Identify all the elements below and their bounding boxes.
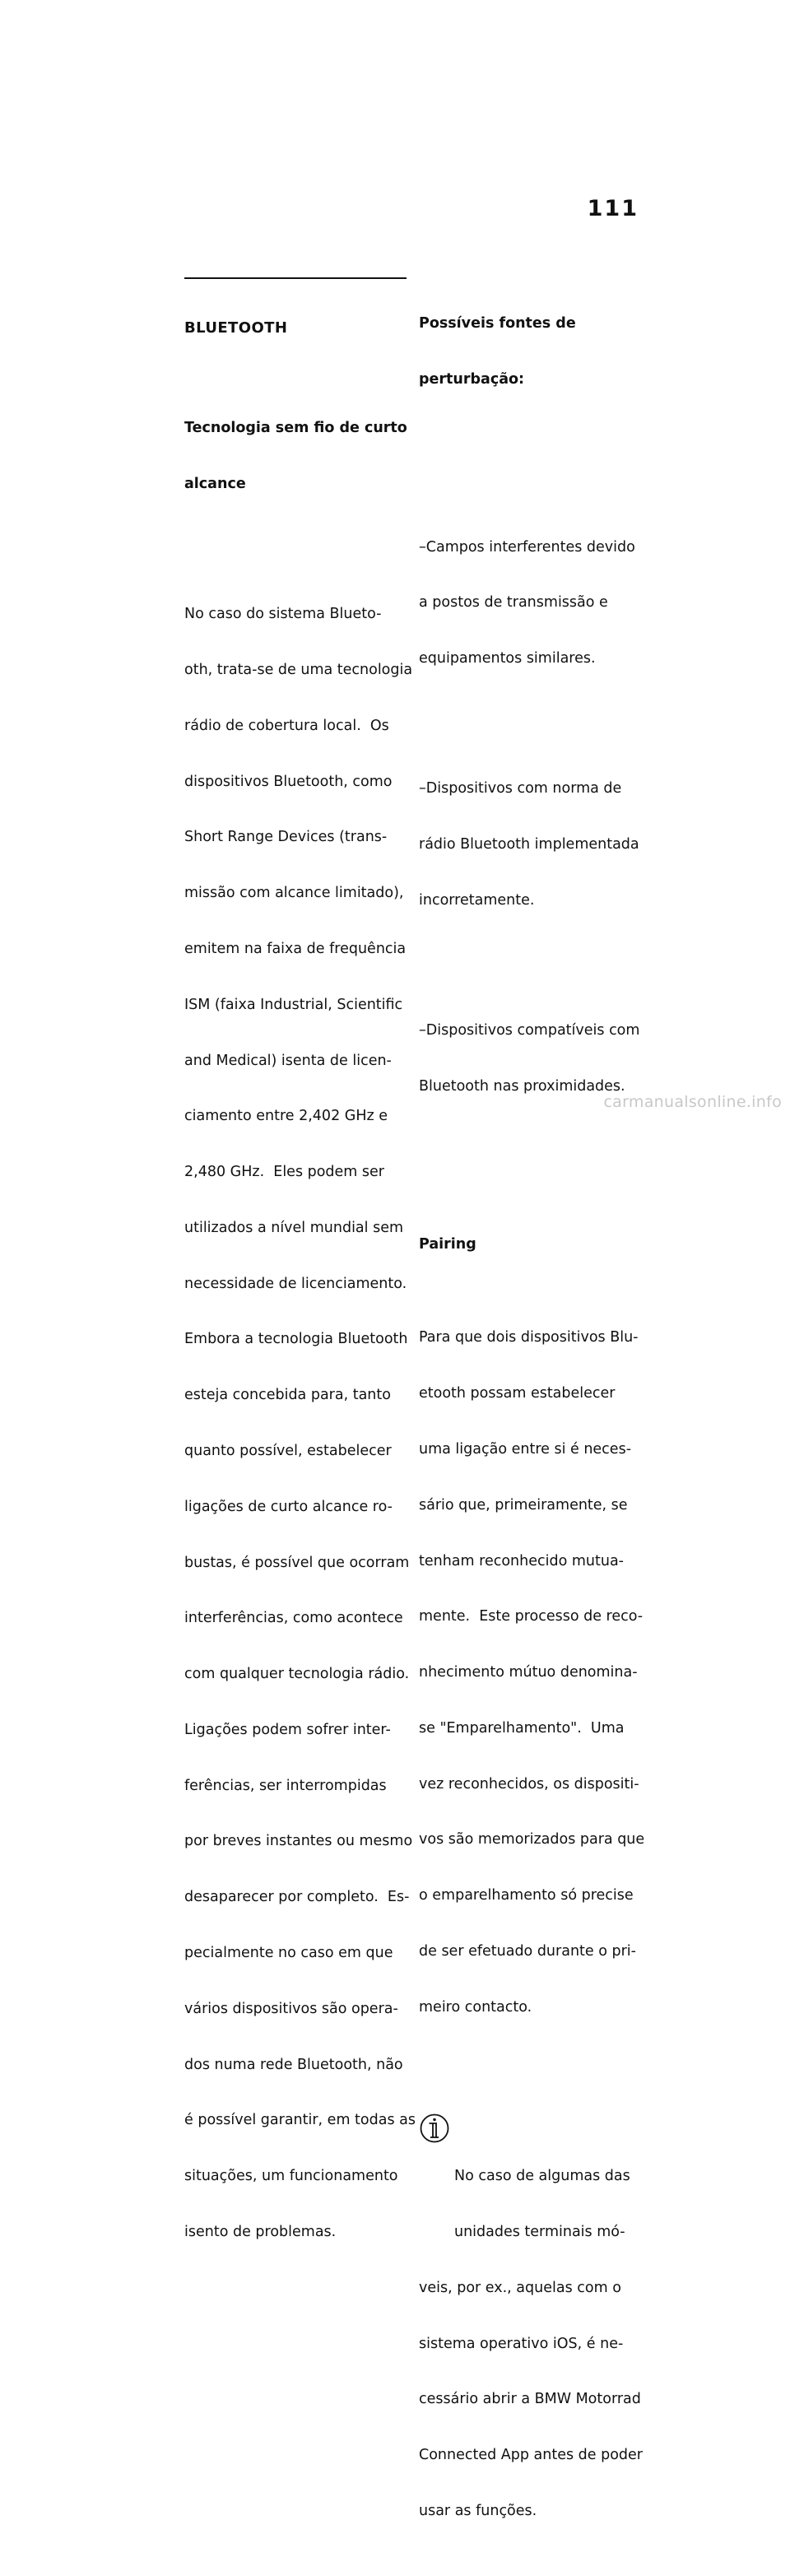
watermark: carmanualsonline.info xyxy=(603,1093,782,1111)
text-line: ciamento entre 2,402 GHz e xyxy=(184,1108,388,1125)
subheading xyxy=(184,382,407,531)
text-line: rádio de cobertura local. Os xyxy=(184,717,389,734)
text-line: nhecimento mútuo denomina- xyxy=(419,1664,638,1681)
text-line: é possível garantir, em todas as xyxy=(184,2112,416,2129)
note-line: veis, por ex., aquelas com o xyxy=(419,2279,621,2296)
text-line: se "Emparelhamento". Uma xyxy=(419,1719,625,1737)
text-line: dos numa rede Bluetooth, não xyxy=(184,2056,403,2073)
text-line: vez reconhecidos, os dispositi- xyxy=(419,1775,639,1793)
note-line: sistema operativo iOS, é ne- xyxy=(419,2335,624,2352)
text-line: quanto possível, estabelecer xyxy=(184,1443,392,1459)
text-line: meiro contacto. xyxy=(419,1998,532,2016)
pairing-paragraph xyxy=(419,1291,645,2053)
text-line: missão com alcance limitado), xyxy=(184,885,404,902)
note-line: Connected App antes de poder xyxy=(419,2447,643,2464)
text-line: and Medical) isenta de licen- xyxy=(184,1052,392,1069)
list-item-line: incorretamente. xyxy=(419,891,535,909)
heading-line: Possíveis fontes de xyxy=(419,315,576,332)
list-item-line: Bluetooth nas proximidades. xyxy=(419,1077,625,1095)
text-line: por breves instantes ou mesmo xyxy=(184,1833,413,1850)
text-line: vos são memorizados para que xyxy=(419,1831,645,1848)
info-note xyxy=(419,2111,645,2557)
text-line: vários dispositivos são opera- xyxy=(184,2000,398,2017)
list-item xyxy=(419,500,645,705)
note-line: unidades terminais mó- xyxy=(454,2223,625,2240)
text-line: sário que, primeiramente, se xyxy=(419,1496,628,1514)
text-line: ferências, ser interrompidas xyxy=(184,1777,387,1794)
text-line: desaparecer por completo. Es- xyxy=(184,1889,410,1906)
text-line: esteja concebida para, tanto xyxy=(184,1387,391,1404)
text-line: Embora a tecnologia Bluetooth xyxy=(184,1331,408,1348)
list-item xyxy=(419,742,645,947)
bluetooth-paragraph xyxy=(184,568,416,2279)
text-line: ISM (faixa Industrial, Scientific xyxy=(184,996,403,1013)
text-line: No caso do sistema Blueto- xyxy=(184,606,382,623)
list-item-line: equipamentos similares. xyxy=(419,650,596,667)
text-line: Ligações podem sofrer inter- xyxy=(184,1721,391,1738)
list-item-line: a postos de transmissão e xyxy=(419,594,608,611)
text-line: utilizados a nível mundial sem xyxy=(184,1219,404,1236)
text-line: oth, trata-se de uma tecnologia xyxy=(184,662,413,679)
interference-heading xyxy=(419,277,645,426)
section-title: BLUETOOTH xyxy=(184,319,288,337)
page-number: 111 xyxy=(587,196,639,221)
list-item-line: –Dispositivos compatíveis com xyxy=(419,1021,640,1039)
list-item-line: rádio Bluetooth implementada xyxy=(419,836,639,853)
text-line: bustas, é possível que ocorram xyxy=(184,1554,410,1571)
info-icon xyxy=(419,2113,450,2144)
subheading-line: alcance xyxy=(184,476,246,493)
note-line: No caso de algumas das xyxy=(454,2168,630,2185)
right-column xyxy=(419,240,645,2576)
text-line: tenham reconhecido mutua- xyxy=(419,1552,624,1569)
text-line: uma ligação entre si é neces- xyxy=(419,1441,632,1458)
text-line: pecialmente no caso em que xyxy=(184,1945,393,1962)
list-item-line: –Dispositivos com norma de xyxy=(419,780,622,797)
text-line: dispositivos Bluetooth, como xyxy=(184,773,393,790)
text-line: etooth possam estabelecer xyxy=(419,1385,616,1402)
text-line: emitem na faixa de frequência xyxy=(184,940,407,957)
text-line: com qualquer tecnologia rádio. xyxy=(184,1666,410,1683)
section-rule xyxy=(184,277,407,279)
text-line: ligações de curto alcance ro- xyxy=(184,1498,393,1515)
text-line: mente. Este processo de reco- xyxy=(419,1608,644,1625)
pairing-heading: Pairing xyxy=(419,1236,476,1253)
text-line: Para que dois dispositivos Blu- xyxy=(419,1329,639,1346)
heading-line: perturbação: xyxy=(419,371,525,388)
text-line: necessidade de licenciamento. xyxy=(184,1275,407,1292)
list-item-line: –Campos interferentes devido xyxy=(419,538,635,556)
left-column xyxy=(184,240,416,2297)
note-line: cessário abrir a BMW Motorrad xyxy=(419,2391,641,2408)
subheading-line: Tecnologia sem fio de curto xyxy=(184,420,407,437)
text-line: situações, um funcionamento xyxy=(184,2168,398,2185)
text-line: o emparelhamento só precise xyxy=(419,1887,634,1904)
text-line: interferências, como acontece xyxy=(184,1610,403,1627)
text-line: de ser efetuado durante o pri- xyxy=(419,1943,636,1960)
text-line: 2,480 GHz. Eles podem ser xyxy=(184,1164,385,1181)
text-line: isento de problemas. xyxy=(184,2223,337,2240)
interference-list xyxy=(419,463,645,1170)
note-line: usar as funções. xyxy=(419,2502,537,2519)
text-line: Short Range Devices (trans- xyxy=(184,829,388,846)
